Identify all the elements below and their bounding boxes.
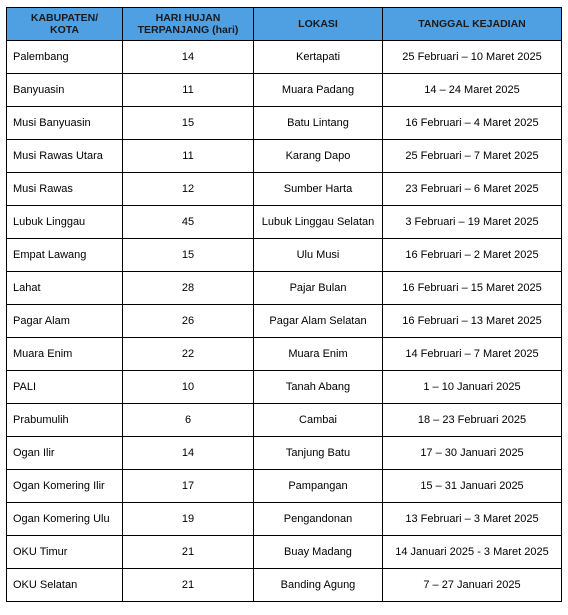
cell-lokasi-text: Banding Agung [280,579,356,591]
cell-tanggal [383,41,562,74]
cell-hari-hujan-text: 17 [181,480,195,492]
cell-tanggal [383,173,562,206]
cell-kabupaten-text: Empat Lawang [13,249,87,261]
cell-tanggal-text: 25 Februari – 7 Maret 2025 [405,150,539,162]
cell-kabupaten [7,503,123,536]
header-kabupaten-line1: KABUPATEN/ [30,12,99,24]
rainfall-table [6,7,562,602]
cell-lokasi [254,569,383,602]
cell-kabupaten-text: Musi Rawas [13,183,73,195]
cell-lokasi-text: Kertapati [295,51,341,63]
cell-hari-hujan-text: 11 [182,84,194,96]
table-row [7,305,562,338]
header-tanggal-label: TANGGAL KEJADIAN [418,18,526,30]
cell-lokasi [254,536,383,569]
cell-hari-hujan [123,140,254,173]
cell-hari-hujan [123,503,254,536]
cell-tanggal [383,74,562,107]
table-row [7,371,562,404]
cell-kabupaten-text: Pagar Alam [13,315,70,327]
cell-hari-hujan [123,107,254,140]
cell-lokasi-text: Ulu Musi [296,249,340,261]
cell-lokasi-text: Muara Padang [281,84,355,96]
cell-kabupaten-text: Musi Banyuasin [13,117,91,129]
cell-hari-hujan-text: 15 [181,117,195,129]
cell-lokasi [254,470,383,503]
table-row [7,140,562,173]
cell-hari-hujan [123,173,254,206]
cell-tanggal-text: 14 – 24 Maret 2025 [424,84,520,96]
cell-lokasi-text: Lubuk Linggau Selatan [261,216,375,228]
table-row [7,338,562,371]
cell-kabupaten [7,470,123,503]
cell-hari-hujan [123,470,254,503]
cell-hari-hujan-text: 15 [181,249,195,261]
table-row [7,503,562,536]
cell-tanggal [383,338,562,371]
cell-lokasi-text: Sumber Harta [283,183,353,195]
cell-kabupaten [7,41,123,74]
cell-hari-hujan-text: 14 [181,447,195,459]
cell-hari-hujan-text: 6 [184,414,192,426]
cell-hari-hujan [123,437,254,470]
table-row [7,536,562,569]
cell-tanggal [383,305,562,338]
cell-tanggal [383,107,562,140]
table-row [7,470,562,503]
cell-tanggal-text: 17 – 30 Januari 2025 [420,447,524,459]
cell-kabupaten [7,206,123,239]
cell-lokasi [254,503,383,536]
table-row [7,173,562,206]
cell-lokasi [254,74,383,107]
cell-hari-hujan-text: 11 [182,150,194,162]
cell-lokasi [254,239,383,272]
cell-kabupaten [7,74,123,107]
cell-kabupaten-text: Ogan Ilir [13,447,55,459]
table-row [7,41,562,74]
cell-tanggal-text: 23 Februari – 6 Maret 2025 [405,183,539,195]
cell-hari-hujan [123,41,254,74]
cell-kabupaten-text: Ogan Komering Ilir [13,480,105,492]
cell-kabupaten-text: Palembang [13,51,69,63]
cell-kabupaten [7,107,123,140]
cell-lokasi-text: Tanjung Batu [285,447,351,459]
table-row [7,206,562,239]
cell-lokasi [254,338,383,371]
cell-tanggal-text: 7 – 27 Januari 2025 [423,579,521,591]
cell-kabupaten [7,371,123,404]
header-lokasi-label: LOKASI [298,18,338,30]
cell-tanggal-text: 25 Februari – 10 Maret 2025 [402,51,542,63]
cell-tanggal-text: 15 – 31 Januari 2025 [420,480,524,492]
cell-hari-hujan-text: 22 [181,348,195,360]
cell-lokasi-text: Muara Enim [288,348,348,360]
cell-tanggal [383,536,562,569]
cell-hari-hujan [123,536,254,569]
header-row [7,8,562,41]
cell-tanggal-text: 18 – 23 Februari 2025 [417,414,527,426]
cell-lokasi [254,305,383,338]
cell-lokasi [254,41,383,74]
cell-hari-hujan [123,272,254,305]
cell-hari-hujan-text: 10 [181,381,195,393]
cell-tanggal-text: 14 Februari – 7 Maret 2025 [405,348,539,360]
header-lokasi [254,8,383,41]
cell-kabupaten-text: PALI [13,381,37,393]
cell-kabupaten [7,239,123,272]
cell-lokasi-text: Tanah Abang [285,381,351,393]
cell-kabupaten [7,437,123,470]
cell-kabupaten-text: Banyuasin [13,84,65,96]
cell-kabupaten [7,272,123,305]
header-hari-line2: TERPANJANG (hari) [137,24,239,36]
cell-hari-hujan [123,338,254,371]
table-row [7,107,562,140]
cell-kabupaten-text: Lubuk Linggau [13,216,86,228]
cell-kabupaten-text: OKU Timur [13,546,68,558]
cell-lokasi [254,437,383,470]
cell-tanggal [383,272,562,305]
cell-hari-hujan-text: 28 [181,282,195,294]
cell-hari-hujan-text: 14 [181,51,195,63]
cell-kabupaten [7,173,123,206]
header-hari-hujan [123,8,254,41]
cell-hari-hujan [123,74,254,107]
cell-lokasi [254,272,383,305]
cell-tanggal [383,404,562,437]
cell-tanggal [383,437,562,470]
cell-kabupaten [7,140,123,173]
cell-hari-hujan [123,371,254,404]
table-row [7,239,562,272]
cell-lokasi-text: Pampangan [288,480,348,492]
cell-hari-hujan-text: 21 [181,579,195,591]
cell-kabupaten [7,338,123,371]
cell-lokasi-text: Pengandonan [283,513,353,525]
cell-hari-hujan [123,206,254,239]
table-row [7,404,562,437]
cell-kabupaten [7,404,123,437]
cell-tanggal [383,206,562,239]
cell-lokasi [254,173,383,206]
cell-tanggal-text: 16 Februari – 15 Maret 2025 [402,282,542,294]
header-hari-line1: HARI HUJAN [155,12,221,24]
cell-lokasi [254,371,383,404]
cell-tanggal-text: 16 Februari – 2 Maret 2025 [405,249,539,261]
cell-hari-hujan-text: 12 [181,183,195,195]
cell-lokasi [254,107,383,140]
cell-lokasi [254,140,383,173]
cell-kabupaten-text: Musi Rawas Utara [13,150,103,162]
table-header [7,8,562,41]
cell-tanggal-text: 13 Februari – 3 Maret 2025 [405,513,539,525]
cell-tanggal [383,503,562,536]
cell-tanggal-text: 3 Februari – 19 Maret 2025 [405,216,539,228]
table-row [7,272,562,305]
cell-hari-hujan-text: 26 [181,315,195,327]
cell-lokasi [254,404,383,437]
cell-hari-hujan-text: 45 [181,216,195,228]
cell-kabupaten [7,305,123,338]
cell-hari-hujan [123,404,254,437]
cell-tanggal [383,470,562,503]
cell-lokasi-text: Buay Madang [284,546,352,558]
cell-lokasi-text: Karang Dapo [285,150,351,162]
header-kabupaten-line2: KOTA [50,24,79,36]
cell-tanggal-text: 1 – 10 Januari 2025 [423,381,521,393]
cell-kabupaten-text: Lahat [13,282,41,294]
cell-lokasi-text: Cambai [299,414,337,426]
cell-tanggal-text: 16 Februari – 13 Maret 2025 [402,315,542,327]
rainfall-table-container [6,7,561,602]
cell-lokasi-text: Pajar Bulan [289,282,347,294]
table-row [7,74,562,107]
cell-kabupaten-text: Muara Enim [13,348,73,360]
cell-kabupaten [7,569,123,602]
cell-tanggal-text: 14 Januari 2025 - 3 Maret 2025 [395,546,549,558]
header-kabupaten [7,8,123,41]
cell-lokasi-text: Pagar Alam Selatan [269,315,367,327]
table-row [7,569,562,602]
cell-hari-hujan [123,239,254,272]
cell-hari-hujan [123,305,254,338]
table-row [7,437,562,470]
cell-kabupaten [7,536,123,569]
cell-hari-hujan [123,569,254,602]
cell-hari-hujan-text: 19 [181,513,195,525]
cell-tanggal [383,140,562,173]
cell-lokasi [254,206,383,239]
cell-kabupaten-text: OKU Selatan [13,579,78,591]
cell-tanggal [383,569,562,602]
cell-kabupaten-text: Ogan Komering Ulu [13,513,110,525]
header-tanggal [383,8,562,41]
cell-tanggal-text: 16 Februari – 4 Maret 2025 [405,117,539,129]
cell-kabupaten-text: Prabumulih [13,414,69,426]
cell-tanggal [383,239,562,272]
table-body [7,41,562,602]
cell-hari-hujan-text: 21 [181,546,195,558]
cell-lokasi-text: Batu Lintang [287,117,349,129]
cell-tanggal [383,371,562,404]
